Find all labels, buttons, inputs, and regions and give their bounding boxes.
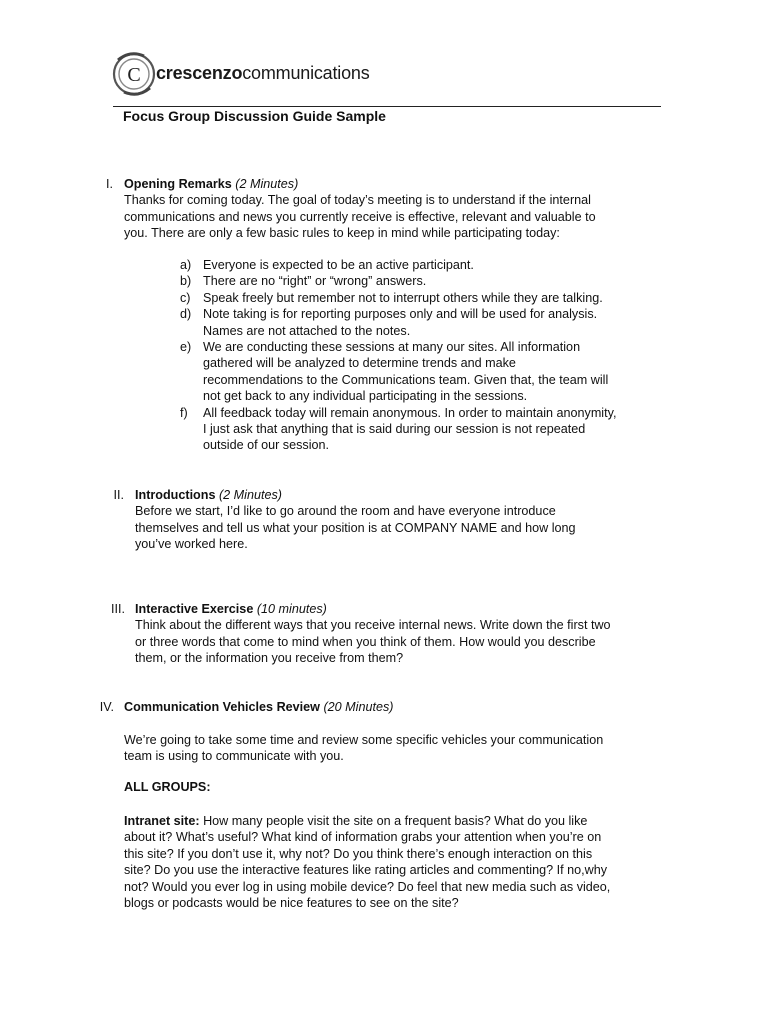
list-item-line: Everyone is expected to be an active participant. [203, 258, 474, 272]
ground-rules-list [180, 257, 616, 454]
paragraph-line: We’re going to take some time and review some specific vehicles your communication [124, 733, 604, 747]
paragraph-line: this site? If you don’t use it, why not? Do you think there’s enough interaction on this [124, 846, 593, 861]
list-item-line: outside of our session. [203, 438, 330, 453]
section-heading-title: Opening Remarks [124, 177, 232, 191]
paragraph-line: blogs or podcasts would be nice features to see on the site? [124, 895, 459, 910]
section-heading [124, 699, 393, 715]
paragraph-line: you. There are only a few basic rules to keep in mind while participating today: [124, 226, 560, 241]
section-duration: (10 minutes) [256, 602, 327, 616]
list-marker: c) [180, 290, 191, 305]
section-duration: (2 Minutes) [235, 177, 299, 191]
list-item [180, 290, 616, 306]
section-heading-title: Introductions [135, 488, 216, 502]
section-numeral: III. [111, 602, 125, 616]
section-paragraph [135, 617, 611, 666]
list-item-line: All feedback today will remain anonymous. In order to maintain anonymity, [203, 405, 617, 420]
section-duration: (20 Minutes) [323, 700, 394, 714]
section-numeral: IV. [99, 700, 114, 714]
paragraph-line-text: How many people visit the site on a frequent basis? What do you like [199, 814, 588, 828]
svg-text:C: C [127, 64, 141, 86]
document-title: Focus Group Discussion Guide Sample [123, 108, 386, 124]
paragraph-line: or three words that come to mind when you think of them. How would you describe [135, 634, 596, 649]
list-item-line: There are no “right” or “wrong” answers. [203, 274, 427, 289]
list-item-line: recommendations to the Communications team. Given that, the team will [203, 372, 609, 387]
all-groups-heading: ALL GROUPS: [124, 780, 211, 794]
paragraph-line: communications and news you currently receive is effective, relevant and valuable to [124, 209, 596, 224]
list-item-line: I just ask that anything that is said during our session is not repeated [203, 421, 586, 436]
list-item-line: Names are not attached to the notes. [203, 323, 411, 338]
section-heading [135, 487, 282, 503]
section-heading [135, 601, 327, 617]
paragraph-line: Before we start, I’d like to go around the room and have everyone introduce [135, 504, 556, 519]
section-numeral: II. [113, 488, 124, 502]
logo-brand-bold: crescenzo [156, 63, 243, 83]
list-item-line: Note taking is for reporting purposes only and will be used for analysis. [203, 307, 598, 322]
list-marker: b) [180, 274, 192, 289]
section-heading [124, 176, 298, 192]
list-item [180, 273, 616, 289]
intranet-paragraph [124, 813, 610, 911]
section-paragraph [124, 192, 596, 241]
crescenzo-c-logo-icon [110, 50, 158, 98]
crescenzo-logo [110, 50, 390, 98]
paragraph-line: team is using to communicate with you. [124, 749, 344, 764]
header-rule [113, 106, 661, 107]
section-paragraph [135, 503, 576, 552]
paragraph-line: them, or the information you receive from them? [135, 651, 404, 666]
paragraph-line: about it? What’s useful? What kind of information grabs your attention when you’re on [124, 830, 602, 845]
intranet-site-label: Intranet site: [124, 814, 200, 828]
paragraph-line: not? Would you ever log in using mobile device? Do feel that new media such as video, [124, 879, 611, 894]
logo-wordmark [156, 63, 370, 84]
list-marker: d) [180, 307, 192, 322]
list-item [180, 306, 616, 339]
paragraph-line: Think about the different ways that you receive internal news. Write down the first two [135, 618, 611, 633]
list-marker: e) [180, 339, 192, 354]
list-marker: f) [180, 405, 188, 420]
paragraph-line: themselves and tell us what your position is at COMPANY NAME and how long [135, 520, 576, 535]
paragraph-line: Thanks for coming today. The goal of today’s meeting is to understand if the internal [124, 193, 591, 208]
section-numeral: I. [106, 177, 113, 191]
list-marker: a) [180, 258, 192, 272]
list-item-line: gathered will be analyzed to determine trends and make [203, 356, 516, 371]
list-item [180, 339, 616, 405]
list-item [180, 257, 616, 273]
section-paragraph [124, 732, 603, 765]
paragraph-line: you’ve worked here. [135, 537, 248, 552]
list-item-line: Speak freely but remember not to interrupt others while they are talking. [203, 290, 603, 305]
logo-brand-regular: communications [242, 63, 370, 83]
list-item-line: We are conducting these sessions at many our sites. All information [203, 339, 581, 354]
section-heading-title: Interactive Exercise [135, 602, 254, 616]
list-item [180, 405, 616, 454]
section-heading-title: Communication Vehicles Review [124, 700, 320, 714]
paragraph-line: site? Do you use the interactive features like rating articles and commenting? If no,why [124, 863, 608, 878]
list-item-line: not get back to any individual participating in the sessions. [203, 389, 528, 404]
paragraph-line [124, 813, 610, 829]
section-duration: (2 Minutes) [218, 488, 282, 502]
